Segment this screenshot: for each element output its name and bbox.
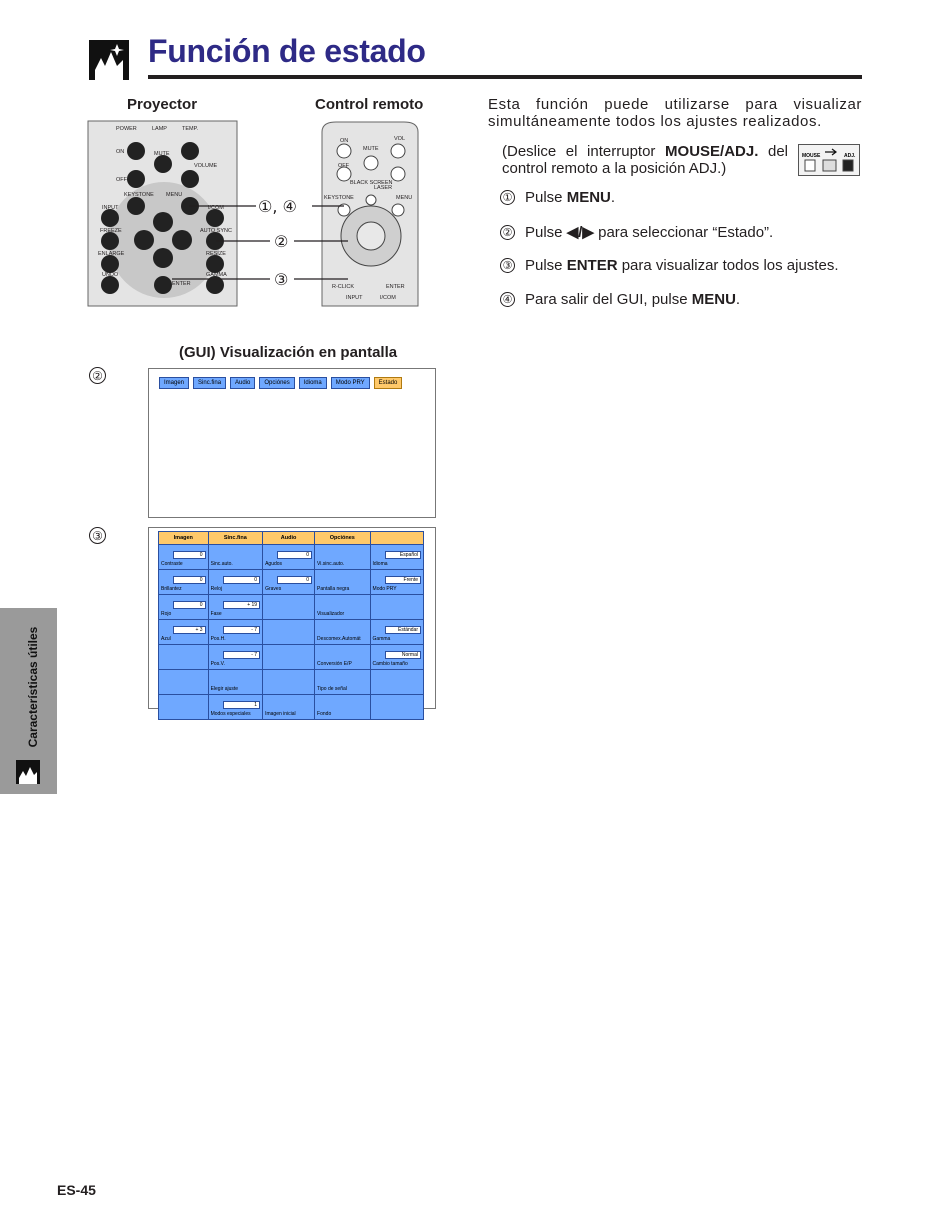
status-cell-value: 0 [277, 551, 312, 559]
remote-label: MENU [396, 195, 413, 201]
status-cell-label: Idioma [372, 561, 388, 567]
projector-label: MENU [166, 192, 183, 198]
projector-label: UNDO [102, 272, 119, 278]
status-cell-label: Sinc.auto. [210, 561, 233, 567]
status-grid-row [159, 670, 424, 695]
status-grid-row [159, 570, 424, 595]
status-cell [159, 595, 209, 620]
projector-label: GAMMA [206, 272, 227, 278]
remote-label: VOL [394, 136, 406, 142]
status-cell-label: Modo PRY [372, 586, 397, 592]
step-4: ④ Para salir del GUI, pulse MENU. [500, 291, 740, 308]
status-grid-header [159, 532, 424, 545]
status-cell-label: Gamma [372, 636, 391, 642]
section-side-icon [16, 760, 40, 784]
projector-label: RESIZE [206, 251, 226, 257]
status-cell [159, 570, 209, 595]
status-cell [208, 595, 263, 620]
status-cell [208, 545, 263, 570]
callout-2: ② [274, 232, 289, 251]
gui-tab-estado: Estado [374, 377, 403, 389]
status-cell-value: + 19 [223, 601, 261, 609]
remote-label: I/COM [380, 295, 396, 301]
status-cell-label: Conversión E/P [317, 661, 352, 667]
gui-tab-idioma: Idioma [299, 377, 327, 389]
status-cell [315, 545, 370, 570]
mouse-adj-switch-illustration [798, 144, 860, 176]
status-cell [159, 645, 209, 670]
status-cell-value: Español [385, 551, 421, 559]
status-cell-label: Graves [265, 586, 282, 592]
status-cell-value: 0 [173, 601, 206, 609]
remote-label: R-CLICK [332, 284, 355, 290]
projector-label: I/COM [208, 205, 224, 211]
projector-label: MUTE [154, 151, 170, 157]
status-cell [208, 645, 263, 670]
status-col-head: Opciónes [315, 532, 370, 545]
status-cell-label: Azul [161, 636, 171, 642]
status-cell-label: Imagen inicial [265, 711, 296, 717]
status-cell [263, 545, 315, 570]
status-grid-row [159, 620, 424, 645]
status-cell [263, 670, 315, 695]
gui-step-2-marker: ② [89, 367, 106, 384]
step-3: ③ Pulse ENTER para visualizar todos los ajustes. [500, 257, 839, 274]
status-cell-label: Rojo [161, 611, 172, 617]
remote-label: LASER [374, 185, 393, 191]
status-grid-row [159, 595, 424, 620]
projector-label: TEMP. [182, 126, 199, 132]
status-cell [159, 620, 209, 645]
status-cell-label: Pos.V. [210, 661, 225, 667]
status-cell-value: Frente [385, 576, 421, 584]
status-cell [370, 670, 423, 695]
remote-label: BLACK SCREEN [350, 180, 393, 186]
projector-label: ENLARGE [98, 251, 125, 257]
gui-tab-sinc-fina: Sinc.fina [193, 377, 226, 389]
status-cell [263, 620, 315, 645]
projector-label: INPUT [102, 205, 119, 211]
status-grid-row [159, 645, 424, 670]
status-cell-label: Fondo [317, 711, 332, 717]
status-grid-row [159, 695, 424, 720]
status-cell-label: Elegir ajuste [210, 686, 239, 692]
status-cell-label: Visualizador [317, 611, 345, 617]
gui-menu-bar-screen [148, 368, 436, 518]
projector-label: LAMP [152, 126, 167, 132]
remote-label: KEYSTONE [324, 195, 354, 201]
status-cell-label: Fase [210, 611, 222, 617]
projector-label: POWER [116, 126, 137, 132]
status-cell-value: Estándar [385, 626, 421, 634]
projector-remote-illustration [86, 118, 436, 310]
status-cell-value: 0 [173, 551, 206, 559]
remote-label: OFF [338, 163, 349, 169]
status-cell [263, 570, 315, 595]
status-cell-label: Tipo de señal [317, 686, 347, 692]
projector-label: FREEZE [100, 228, 122, 234]
status-cell-value: 0 [277, 576, 312, 584]
status-cell-label: Vi.sinc.auto. [317, 561, 345, 567]
status-cell [370, 570, 423, 595]
status-col-head [370, 532, 423, 545]
status-cell-value: 1 [223, 701, 261, 709]
projector-heading: Proyector [127, 96, 198, 113]
status-cell [208, 670, 263, 695]
projector-label: OFF [116, 177, 127, 183]
projector-label: VOLUME [194, 163, 218, 169]
status-cell-label: Pos.H. [210, 636, 226, 642]
status-col-head: Imagen [159, 532, 209, 545]
intro-paragraph: Esta función puede utilizarse para visualizar simultáneamente todos los ajustes realizados. [488, 96, 862, 130]
status-col-head: Audio [263, 532, 315, 545]
status-cell [315, 570, 370, 595]
callout-1-4: ①, ④ [258, 197, 297, 216]
status-cell-value: - 7 [223, 651, 261, 659]
status-grid-row [159, 545, 424, 570]
status-cell-value: 0 [173, 576, 206, 584]
status-grid [158, 531, 424, 720]
status-cell [315, 645, 370, 670]
page-title: Función de estado [148, 33, 426, 69]
gui-status-screen [148, 527, 436, 717]
projector-label: AUTO SYNC [200, 228, 232, 234]
status-cell-value: + 3 [173, 626, 206, 634]
status-cell-label: Cambio tamaño [372, 661, 408, 667]
callout-3: ③ [274, 270, 289, 289]
status-cell-label: Reloj [210, 586, 222, 592]
status-cell [159, 545, 209, 570]
status-cell [370, 645, 423, 670]
switch-label-adj: ADJ. [844, 153, 856, 159]
gui-tab-imagen: Imagen [159, 377, 189, 389]
status-col-head: Sinc.fina [208, 532, 263, 545]
remote-heading: Control remoto [315, 96, 424, 113]
switch-label-mouse: MOUSE [802, 153, 821, 159]
switch-note: (Deslice el interruptor MOUSE/ADJ. del control remoto a la posición ADJ.) [502, 143, 789, 177]
gui-heading: (GUI) Visualización en pantalla [179, 344, 398, 361]
status-cell [370, 620, 423, 645]
projector-label: ON [116, 149, 125, 155]
status-cell [263, 695, 315, 720]
remote-label: INPUT [346, 295, 363, 301]
gui-step-3-marker: ③ [89, 527, 106, 544]
projector-label: KEYSTONE [124, 192, 154, 198]
status-cell [315, 595, 370, 620]
page-number: ES-45 [57, 1182, 96, 1198]
status-cell [315, 695, 370, 720]
remote-label: MUTE [363, 146, 379, 152]
status-cell [208, 620, 263, 645]
status-cell [370, 595, 423, 620]
status-cell [159, 670, 209, 695]
title-rule [148, 75, 862, 79]
gui-tab-bar [159, 377, 402, 389]
status-cell [208, 570, 263, 595]
remote-label: ON [340, 138, 349, 144]
step-1: ① Pulse MENU. [500, 189, 615, 206]
status-cell-label: Agudos [265, 561, 283, 567]
projector-label: ENTER [172, 281, 191, 287]
status-cell-value: Normal [385, 651, 421, 659]
status-cell [315, 670, 370, 695]
gui-tab-modo-pry: Modo PRY [331, 377, 370, 389]
status-cell-label: Descomex.Automát [317, 636, 361, 642]
gui-tab-opciones: Opciónes [259, 377, 294, 389]
status-cell [263, 595, 315, 620]
gui-tab-audio: Audio [230, 377, 255, 389]
status-cell [370, 545, 423, 570]
status-cell [159, 695, 209, 720]
step-2: ② Pulse ◀/▶ para seleccionar “Estado”. [500, 223, 773, 241]
status-cell-value: 0 [223, 576, 261, 584]
status-cell-label: Modos especiales [210, 711, 251, 717]
status-cell [263, 645, 315, 670]
section-logo-icon [89, 40, 129, 80]
status-cell [208, 695, 263, 720]
status-cell-label: Brillantez [161, 586, 182, 592]
status-cell-value: - 7 [223, 626, 261, 634]
status-cell-label: Contraste [161, 561, 183, 567]
section-side-label: Características útiles [26, 626, 40, 748]
projector-panel-illustration [88, 121, 237, 306]
status-cell [315, 620, 370, 645]
status-cell [370, 695, 423, 720]
status-cell-label: Pantalla negra [317, 586, 350, 592]
remote-label: ENTER [386, 284, 405, 290]
